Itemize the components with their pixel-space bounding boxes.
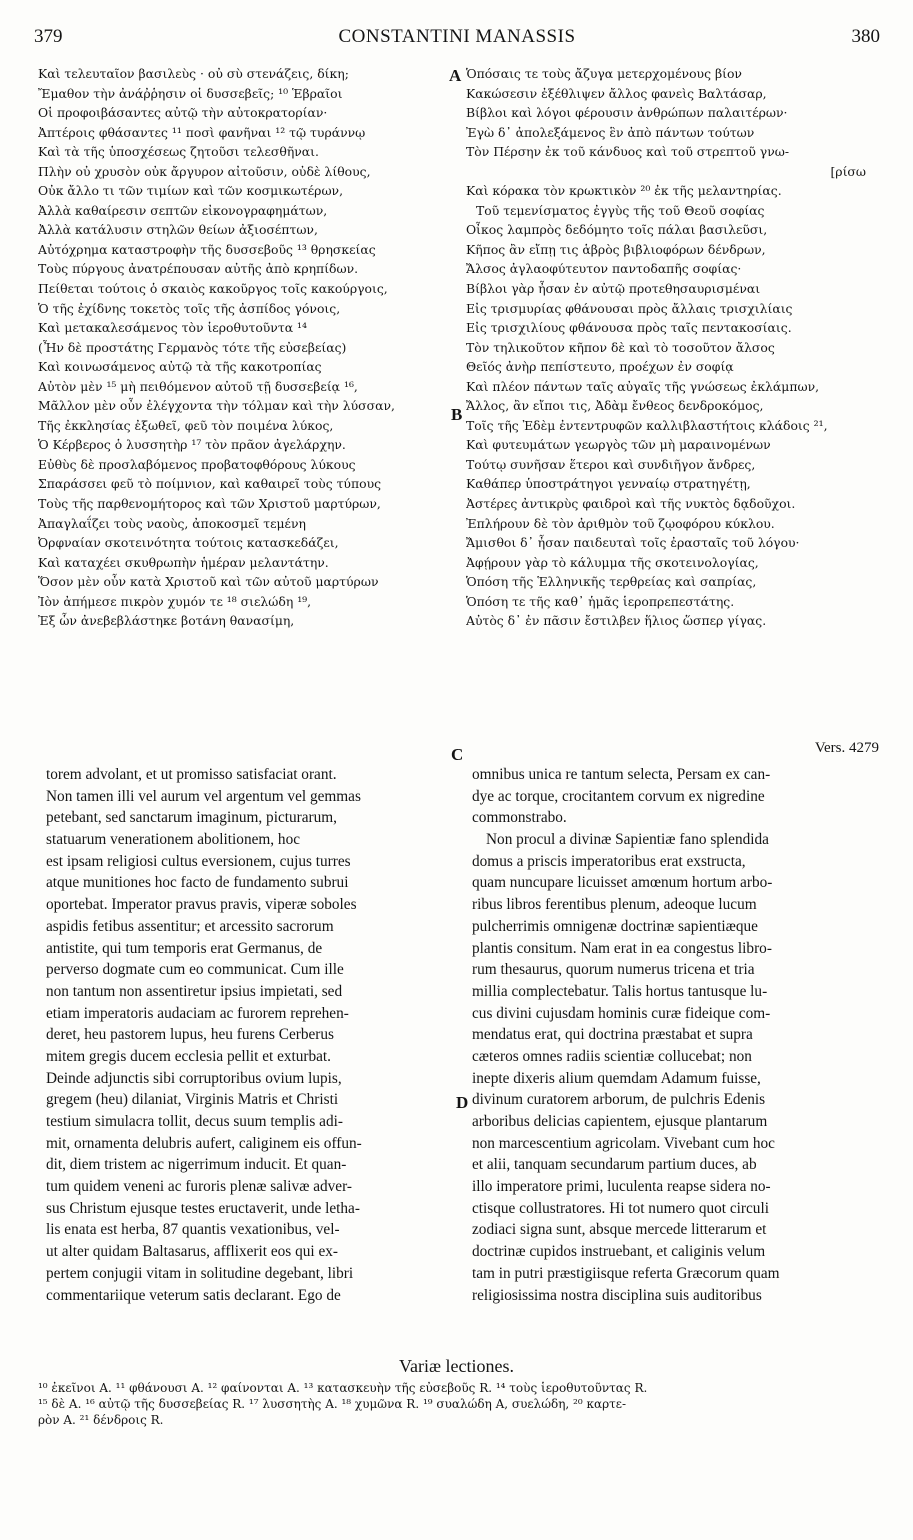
greek-verse-line: Οἱ προφοιβάσαντες αὐτῷ τὴν αὐτοκρατορίαν· bbox=[38, 105, 328, 121]
latin-text-line: ut alter quidam Baltasarus, afflixerit eos qui ex- bbox=[46, 1243, 338, 1261]
greek-verse-line: Οἶκος λαμπρὸς δεδόμητο τοῖς πάλαι βασιλεῦσι, bbox=[466, 222, 768, 238]
latin-text-line: deret, heu pastorem lupus, heu furens Cerberus bbox=[46, 1026, 335, 1044]
latin-text-line: doctrinæ cupidos instruebant, et caliginis velum bbox=[472, 1243, 766, 1261]
greek-verse-line: Μᾶλλον μὲν οὖν ἐλέγχοντα τὴν τόλμαν καὶ τὴν λύσσαν, bbox=[38, 398, 395, 414]
latin-text-line: domus a priscis imperatoribus erat exstructa, bbox=[472, 852, 746, 870]
latin-text-line: divinum curatorem arborum, de pulchris Edenis bbox=[472, 1091, 766, 1109]
verse-marker: Vers. 4279 bbox=[814, 740, 879, 756]
greek-verse-line: Σπαράσσει φεῦ τὸ ποίμνιον, καὶ καθαιρεῖ τοὺς τύπους bbox=[38, 476, 382, 492]
latin-text-line: non tantum non assentiretur ipsius impietati, sed bbox=[46, 982, 343, 1000]
latin-text-line: perverso dogmate cum eo communicat. Cum ille bbox=[46, 961, 344, 979]
greek-verse-line: Ὁ τῆς ἐχίδνης τοκετὸς τοῖς τῆς ἀσπίδος γόνοις, bbox=[38, 300, 341, 316]
latin-text-line: dit, diem tristem ac nigerrimum inducit. Et quan- bbox=[46, 1156, 347, 1174]
variae-lectiones-title: Variæ lectiones. bbox=[399, 1356, 514, 1376]
greek-verse-line: Ἄλσος ἀγλαοφύτευτον παντοδαπῆς σοφίας· bbox=[466, 261, 742, 277]
greek-verse-line: Τούτῳ συνῆσαν ἕτεροι καὶ συνδιῆγον ἄνδρες, bbox=[466, 456, 756, 472]
latin-text-line: omnibus unica re tantum selecta, Persam ex can- bbox=[472, 766, 771, 783]
latin-text-line: commentariique veterum satis declarant. Ego de bbox=[46, 1286, 341, 1304]
greek-verse-line: Καὶ φυτευμάτων γεωργὸς τῶν μὴ μαραινομένων bbox=[466, 437, 771, 453]
greek-verse-line: Βίβλοι γὰρ ἦσαν ἐν αὐτῷ προτεθησαυρισμέναι bbox=[466, 281, 761, 297]
latin-text-line: torem advolant, et ut promisso satisfaciat orant. bbox=[46, 766, 337, 783]
latin-text-line: pulcherrimis omnigenæ doctrinæ sapientiæque bbox=[472, 917, 758, 935]
left-page-number: 379 bbox=[34, 26, 63, 47]
latin-text-line: zodiaci signa sunt, absque mercede litterarum et bbox=[472, 1221, 767, 1239]
latin-text-line: lis enata est herba, 87 quantis vexationibus, vel- bbox=[46, 1221, 340, 1239]
page-header bbox=[34, 26, 880, 58]
latin-text-line: tam in putri præstigiisque referta Græcorum quam bbox=[472, 1264, 780, 1282]
latin-text-line: commonstrabo. bbox=[472, 809, 567, 827]
greek-verse-line: Αὐτὸς δ᾽ ἐν πᾶσιν ἔστιλβεν ἥλιος ὥσπερ γίγας. bbox=[466, 613, 767, 629]
greek-verse-line: Καθάπερ ὑποστράτηγοι γενναίῳ στρατηγέτῃ, bbox=[466, 476, 751, 492]
greek-verse-line: Ἰὸν ἀπήμεσε πικρὸν χυμόν τε ¹⁸ σιελώδη ¹⁹, bbox=[38, 593, 312, 609]
latin-text-line: et alii, tanquam secundarum partium duces, ab bbox=[472, 1156, 757, 1174]
greek-verse-line: [ρίσω bbox=[830, 163, 866, 179]
greek-verse-line: Καὶ πλέον πάντων ταῖς αὐγαῖς τῆς γνώσεως ἐκλάμπων, bbox=[466, 378, 820, 394]
latin-text-line: etiam imperatoris audaciam ac furorem reprehen- bbox=[46, 1004, 349, 1022]
greek-verse-line: Τοὺς τῆς παρθενομήτορος καὶ τῶν Χριστοῦ μαρτύρων, bbox=[38, 496, 381, 512]
latin-translation-left-column bbox=[46, 764, 456, 1306]
greek-verse-line: Θεῖός ἀνὴρ πεπίστευτο, προέχων ἐν σοφίᾳ bbox=[466, 359, 734, 375]
greek-verse-line: Οὐκ ἄλλο τι τῶν τιμίων καὶ τῶν κοσμικωτέρων, bbox=[38, 183, 344, 199]
greek-verse-line: Ὁ Κέρβερος ὁ λυσσητὴρ ¹⁷ τὸν πρᾶον ἀγελάρχην. bbox=[38, 437, 346, 453]
variae-lectiones-notes bbox=[38, 1380, 883, 1428]
greek-verse-line: Ὅσον μὲν οὖν κατὰ Χριστοῦ καὶ τῶν αὐτοῦ μαρτύρων bbox=[38, 574, 379, 590]
latin-text-line: cæteros omnes radiis scientiæ collucebat; non bbox=[472, 1047, 752, 1065]
greek-verse-line: Τὸν τηλικοῦτον κῆπον δὲ καὶ τὸ τοσοῦτον ἄλσος bbox=[466, 339, 775, 355]
latin-text-line: oportebat. Imperator pravus pravis, viperæ soboles bbox=[46, 896, 357, 914]
variant-reading-line: ¹⁵ δὲ A. ¹⁶ αὐτῷ τῆς δυσσεβείας R. ¹⁷ λυσσητὴς A. ¹⁸ χυμῶνα R. ¹⁹ συαλώδη A, συελώδη, ²⁰ καρτε- bbox=[38, 1397, 627, 1411]
latin-text-line: arboribus delicias capientem, ejusque plantarum bbox=[472, 1113, 768, 1130]
greek-verse-line: Ὀρφναίαν σκοτεινότητα τούτοις κατασκεδάζει, bbox=[38, 535, 339, 551]
greek-verse-line: Ὁπόση τῆς Ἑλληνικῆς τερθρείας καὶ σαπρίας, bbox=[466, 574, 757, 590]
greek-verse-line: Πλὴν οὐ χρυσὸν οὐκ ἄργυρον αἰτοῦσιν, οὐδὲ λίθους, bbox=[38, 163, 371, 179]
latin-text-line: Non procul a divinæ Sapientiæ fano splendida bbox=[486, 831, 769, 849]
latin-text-line: statuarum venerationem abolitionem, hoc bbox=[46, 831, 301, 849]
latin-text-line: plantis consitum. Nam erat in ea congestus libro- bbox=[472, 939, 772, 957]
greek-verse-line: Καὶ τελευταῖον βασιλεὺς · οὐ σὺ στενάζεις, δίκη; bbox=[38, 66, 349, 81]
greek-verse-line: Ἄμισθοι δ᾽ ἦσαν παιδευταὶ τοῖς ἐρασταῖς τοῦ λόγου· bbox=[466, 535, 800, 551]
running-title: CONSTANTINI MANASSIS bbox=[338, 26, 576, 47]
latin-text-line: dye ac torque, crocitantem corvum ex nigredine bbox=[472, 787, 765, 805]
latin-text-line: est ipsam religiosi cultus eversionem, cujus turres bbox=[46, 852, 351, 870]
greek-verse-line: Εὐθὺς δὲ προσλαβόμενος προβατοφθόρους λύκους bbox=[38, 456, 356, 472]
greek-verse-line: Ἐξ ὧν ἀνεβεβλάστηκε βοτάνη θανασίμη, bbox=[38, 613, 295, 629]
greek-verse-line: Αὐτόχρημα καταστροφὴν τῆς δυσσεβοῦς ¹³ θρησκείας bbox=[38, 241, 376, 257]
latin-text-line: gregem (heu) dilaniat, Virginis Matris et Christi bbox=[46, 1091, 339, 1109]
variant-reading-line: ρὸν A. ²¹ δένδροις R. bbox=[38, 1413, 164, 1427]
margin-letter-d: D bbox=[456, 1093, 469, 1112]
greek-verse-line: Ἀλλὰ κατάλυσιν στηλῶν θείων ἀξιοσέπτων, bbox=[38, 222, 318, 238]
latin-text-line: cus divini cujusdam hominis curæ fideique com- bbox=[472, 1004, 771, 1022]
latin-text-line: sus Christum ejusque testes eructaverit, unde letha- bbox=[46, 1199, 360, 1217]
greek-verse-line: (Ἦν δὲ προστάτης Γερμανὸς τότε τῆς εὐσεβείας) bbox=[38, 339, 347, 355]
greek-verse-line: Τοῦ τεμενίσματος ἐγγὺς τῆς τοῦ Θεοῦ σοφίας bbox=[476, 202, 765, 218]
greek-verse-line: Καὶ κοινωσάμενος αὐτῷ τὰ τῆς κακοτροπίας bbox=[38, 359, 322, 375]
greek-verse-line: Βίβλοι καὶ λόγοι φέρουσιν ἀνθρώπων παλαιτέρων· bbox=[466, 105, 788, 121]
latin-text-line: Non tamen illi vel aurum vel argentum vel gemmas bbox=[46, 787, 361, 805]
greek-verse-line: Ἀπαγλαΐζει τοὺς ναοὺς, ἀποκοσμεῖ τεμένη bbox=[38, 515, 306, 531]
greek-verse-line: Ἔμαθον τὴν ἀνάῤῥησιν οἱ δυσσεβεῖς; ¹⁰ Ἑβραῖοι bbox=[38, 85, 343, 101]
greek-verse-line: Ἐπλήρουν δὲ τὸν ἀριθμὸν τοῦ ζῳοφόρου κύκλου. bbox=[466, 515, 775, 531]
latin-text-line: tum quidem veneni ac furoris plenæ salivæ adver- bbox=[46, 1178, 352, 1196]
margin-letter-a: A bbox=[449, 66, 462, 85]
latin-text-line: aspidis fetibus assentitur; et arcessito sacrorum bbox=[46, 917, 334, 935]
latin-text-line: illo imperatore primi, luculenta reapse sidera no- bbox=[472, 1178, 771, 1196]
greek-verse-line: Ἀφῄρουν γὰρ τὸ κάλυμμα τῆς σκοτεινολογίας, bbox=[466, 554, 759, 570]
right-page-number: 380 bbox=[851, 26, 880, 47]
latin-text-line: antistite, qui tum temporis erat Germanus, de bbox=[46, 939, 323, 957]
latin-text-line: petebant, sed sanctarum imaginum, picturarum, bbox=[46, 809, 337, 827]
latin-text-line: ribus libros ferentibus plenum, adeoque lucum bbox=[472, 896, 757, 914]
greek-verse-line: Τοῖς τῆς Ἐδὲμ ἐντεντρυφῶν καλλιβλαστήτοις κλάδοις ²¹, bbox=[466, 417, 828, 433]
latin-text-line: non marcescentium agricolam. Vivebant cum hoc bbox=[472, 1134, 775, 1152]
greek-text-right-column bbox=[466, 64, 878, 631]
greek-verse-line: Καὶ τὰ τῆς ὑποσχέσεως ζητοῦσι τελεσθῆναι. bbox=[38, 144, 319, 160]
greek-verse-line: Πείθεται τούτοις ὁ σκαιὸς κακοῦργος τοῖς κακούργοις, bbox=[38, 281, 388, 297]
latin-translation-right-column bbox=[472, 764, 878, 1306]
latin-text-line: rum thesaurus, quorum numerus tricena et tria bbox=[472, 961, 755, 979]
latin-text-line: religiosissima nostra disciplina suis auditoribus bbox=[472, 1286, 762, 1304]
greek-verse-line: Καὶ καταχέει σκυθρωπὴν ἡμέραν μελαντάτην. bbox=[38, 554, 329, 570]
greek-verse-line: Ἀστέρες ἀντικρὺς φαιδροὶ καὶ τῆς νυκτὸς δᾳδοῦχοι. bbox=[466, 496, 796, 512]
greek-verse-line: Τῆς ἐκκλησίας ἐξωθεῖ, φεῦ τὸν ποιμένα λύκος, bbox=[38, 417, 334, 433]
latin-text-line: millia complectebatur. Talis hortus tantusque lu- bbox=[472, 982, 768, 1000]
greek-verse-line: Κῆπος ἂν εἴπῃ τις ἁβρὸς βιβλιοφόρων δένδρων, bbox=[466, 241, 766, 257]
greek-verse-line: Ὁπόσαις τε τοὺς ἄζυγα μετερχομένους βίον bbox=[466, 66, 742, 81]
greek-verse-line: Καὶ μετακαλεσάμενος τὸν ἱεροθυτοῦντα ¹⁴ bbox=[38, 320, 307, 336]
latin-text-line: testium simulacra tollit, decus suum templis adi- bbox=[46, 1113, 343, 1130]
greek-verse-line: Ἐγὼ δ᾽ ἀπολεξάμενος ἓν ἀπὸ πάντων τούτων bbox=[466, 124, 755, 140]
margin-letter-c: C bbox=[451, 745, 464, 764]
greek-verse-line: Κακώσεσιν ἐξέθλιψεν ἄλλος φανεὶς Βαλτάσαρ, bbox=[466, 85, 767, 101]
greek-verse-line: Καὶ κόρακα τὸν κρωκτικὸν ²⁰ ἐκ τῆς μελαντηρίας. bbox=[466, 183, 782, 199]
greek-verse-line: Ἄλλος, ἂν εἴποι τις, Ἀδὰμ ἔνθεος δενδροκόμος, bbox=[466, 398, 764, 414]
greek-verse-line: Εἰς τρισχιλίους φθάνουσα πρὸς ταῖς πεντακοσίαις. bbox=[466, 320, 792, 336]
latin-text-line: mendatus erat, qui doctrina præstabat et supra bbox=[472, 1026, 753, 1044]
latin-text-line: Deinde adjunctis sibi corruptoribus ovium lupis, bbox=[46, 1069, 342, 1087]
latin-text-line: atque munitiones hoc facto de fundamento subrui bbox=[46, 874, 349, 892]
latin-text-line: inepte dixeris alium quemdam Adamum fuisse, bbox=[472, 1069, 761, 1087]
greek-verse-line: Εἰς τρισμυρίας φθάνουσαι πρὸς ἄλλαις τρισχιλίαις bbox=[466, 300, 793, 316]
latin-text-line: mitem gregis ducem ecclesia pellit et exturbat. bbox=[46, 1047, 332, 1065]
greek-verse-line: Ὁπόση τε τῆς καθ᾽ ἡμᾶς ἱεροπρεπεστάτης. bbox=[466, 593, 735, 609]
greek-verse-line: Ἀπτέροις φθάσαντες ¹¹ ποσὶ φανῆναι ¹² τῷ τυράννῳ bbox=[38, 124, 366, 140]
greek-verse-line: Ἀλλὰ καθαίρεσιν σεπτῶν εἰκονογραφημάτων, bbox=[38, 202, 328, 218]
latin-text-line: ctisque collustratores. Hi tot numero quot circuli bbox=[472, 1199, 769, 1217]
greek-verse-line: Τὸν Πέρσην ἐκ τοῦ κάνδυος καὶ τοῦ στρεπτοῦ γνω- bbox=[466, 144, 790, 160]
greek-verse-line: Αὐτὸν μὲν ¹⁵ μὴ πειθόμενον αὐτοῦ τῇ δυσσεβείᾳ ¹⁶, bbox=[38, 378, 358, 394]
greek-verse-line: Τοὺς πύργους ἀνατρέπουσαν αὐτῆς ἀπὸ κρηπίδων. bbox=[38, 261, 359, 277]
latin-text-line: quam nuncupare licuisset amœnum hortum arbo- bbox=[472, 874, 773, 892]
greek-text-left-column bbox=[38, 64, 456, 631]
latin-text-line: pertem conjugii vitam in solitudine degebant, libri bbox=[46, 1264, 354, 1282]
latin-text-line: mit, ornamenta delubris aufert, caliginem eis offun- bbox=[46, 1134, 362, 1152]
margin-letter-b: B bbox=[451, 405, 463, 424]
variant-reading-line: ¹⁰ ἐκεῖνοι A. ¹¹ φθάνουσι A. ¹² φαίνονται A. ¹³ κατασκευὴν τῆς εὐσεβοῦς R. ¹⁴ τοὺς ἱεροθυτοῦντας R. bbox=[38, 1381, 648, 1395]
